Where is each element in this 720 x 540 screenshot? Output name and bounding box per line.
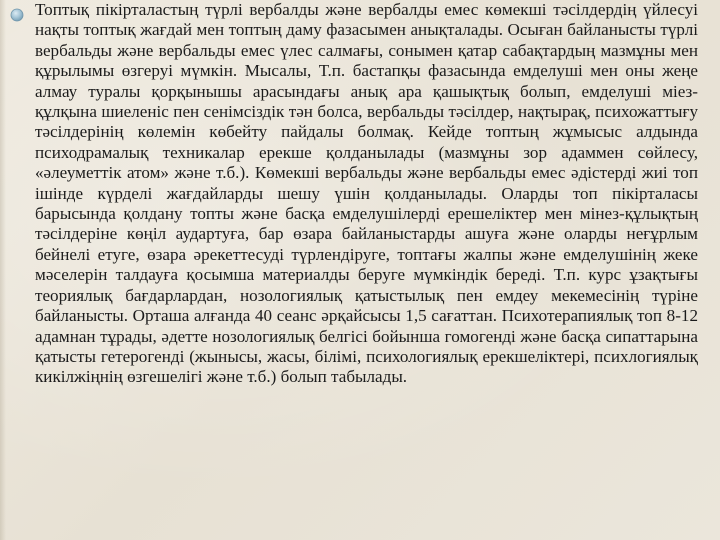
slide-left-edge	[0, 0, 6, 540]
body-paragraph: Топтық пікірталастың түрлі вербалды және вербалды емес көмекші тәсілдердің үйлесуі нақты топтық жағдай мен топтың даму фазасымен анықталады. Осыған байланысты түрлі вербальды және вербальды емес үлес салмағы, сонымен қатар сабақтардың мазмұны мен құрылымы өзгеруі мүмкін. Мысалы, Т.п. бастапқы фазасында емделуші мен оны жеңе алмау туралы қорқынышы арасындағы анық ара қашықтық болып, емделуші міез-құлқына шиеленіс пен сенімсіздік тән болса, вербальды тәсілдер, нақтырақ, психожаттығу тәсілдерінің көлемін көбейту пайдалы болмақ. Кейде топтың жұмысыс алдында психодрамалық техникалар ерекше қолданылады (мазмұны зор адаммен сөйлесу, «әлеуметтік атом» және т.б.). Көмекші вербальды және вербальды емес әдістерді жиі топ ішінде күрделі жағдайларды шешу үшін қолданылады. Оларды топ пікірталасы барысында қолдану топты және басқа емделушілерді ерешеліктер мен мінез-құлықтың тәсілдеріне көңіл аудартуға, бар өзара байланыстарды ашуға және оларды неғұрлым бейнелі етуге, өзара әрекеттесуді түрлендіруге, топтағы жалпы және емделушінің жеке мәселерін талдауға қосымша материалды беруге мүмкіндік береді. Т.п. курс ұзақтығы теориялық бағдарлардан, нозологиялық қатыстылық пен емдеу мекемесінің түріне байланысты. Орташа алғанда 40 сеанс әрқайсысы 1,5 сағаттан. Психотерапиялық топ 8-12 адамнан тұрады, әдетте нозологиялық белгісі бойынша гомогенді және басқа сипаттарына қатысты гетерогенді (жынысы, жасы, білімі, психологиялық ерекшеліктері, психлогиялық кикілжіңнің өзгешелігі және т.б.) болып табылады.	[35, 0, 698, 387]
circle-bullet-icon	[8, 6, 26, 24]
